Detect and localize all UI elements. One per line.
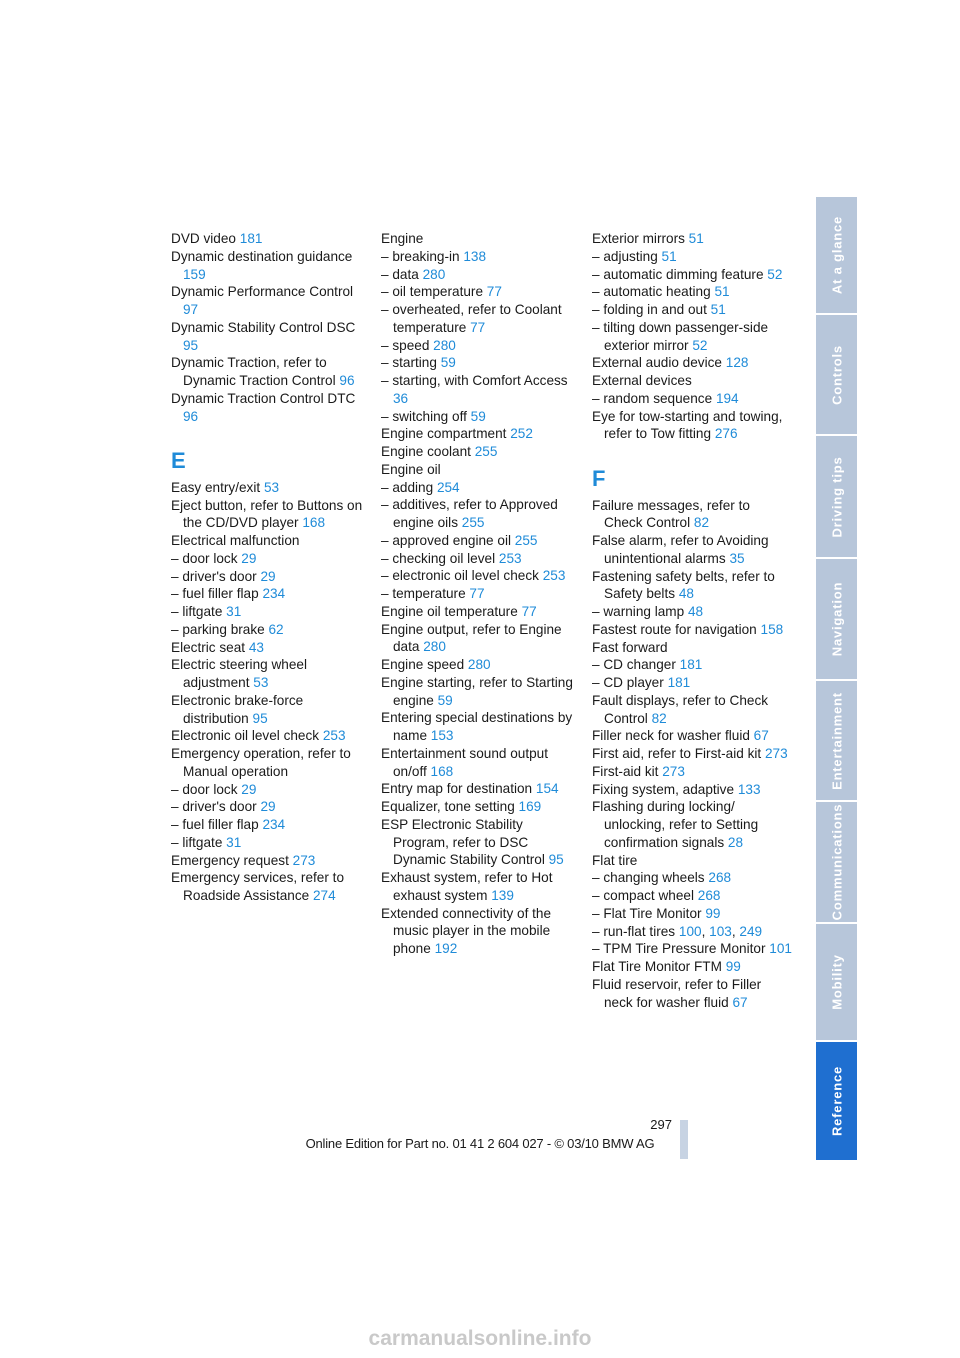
page-link[interactable]: 255 bbox=[514, 532, 538, 548]
index-entry bbox=[592, 319, 792, 355]
index-term: – fuel filler flap bbox=[171, 586, 263, 602]
index-term: – driver's door bbox=[171, 568, 261, 584]
index-entry bbox=[171, 852, 371, 870]
index-term: Filler neck for washer fluid bbox=[592, 728, 754, 744]
section-letter: E bbox=[171, 448, 186, 474]
index-term: Electric steering wheel adjustment bbox=[171, 657, 307, 690]
index-entry bbox=[171, 834, 371, 852]
tab-label: Communications bbox=[829, 803, 844, 921]
page-link[interactable]: 252 bbox=[510, 426, 533, 442]
page-link[interactable]: 158 bbox=[760, 621, 784, 637]
index-entry bbox=[381, 283, 581, 301]
page-link[interactable]: 159 bbox=[183, 266, 206, 282]
page-link[interactable]: 273 bbox=[292, 852, 316, 868]
index-entry bbox=[381, 408, 581, 426]
index-term: External devices bbox=[592, 373, 692, 388]
index-entry bbox=[381, 425, 581, 443]
page-link[interactable]: 99 bbox=[725, 959, 741, 974]
index-term: Entry map for destination bbox=[381, 781, 536, 797]
index-entry bbox=[381, 603, 581, 621]
tab-driving-tips[interactable] bbox=[816, 436, 857, 559]
index-term: Emergency request bbox=[171, 852, 293, 868]
index-term: – CD player bbox=[592, 675, 668, 690]
index-entry bbox=[381, 567, 581, 585]
index-column-2 bbox=[381, 230, 581, 958]
page-link[interactable]: 95 bbox=[548, 852, 564, 868]
index-term: – breaking-in bbox=[381, 248, 464, 264]
index-term: – liftgate bbox=[171, 834, 227, 850]
index-entry bbox=[381, 496, 581, 532]
index-entry bbox=[592, 497, 792, 533]
index-entry bbox=[381, 354, 581, 372]
index-entry bbox=[171, 798, 371, 816]
index-entry bbox=[381, 709, 581, 745]
page-link[interactable]: 234 bbox=[262, 586, 286, 602]
page-separator: , bbox=[701, 923, 710, 939]
page-link[interactable]: 169 bbox=[518, 799, 542, 814]
index-term: – liftgate bbox=[171, 604, 227, 619]
footer-edition-note: Online Edition for Part no. 01 41 2 604 027 - © 03/10 BMW AG bbox=[305, 1136, 655, 1151]
index-term: Emergency operation, refer to Manual operation bbox=[171, 746, 351, 779]
index-term: Fault displays, refer to Check Control bbox=[592, 692, 769, 726]
page-link[interactable]: 101 bbox=[769, 941, 792, 957]
index-term: False alarm, refer to Avoiding unintentional alarms bbox=[592, 533, 769, 566]
page-link[interactable]: 280 bbox=[423, 639, 446, 655]
page-link[interactable]: 77 bbox=[486, 284, 502, 300]
index-term: Easy entry/exit bbox=[171, 479, 264, 495]
index-entry bbox=[592, 727, 792, 745]
page-link[interactable]: 48 bbox=[678, 586, 694, 602]
index-term: – tilting down passenger-side exterior mirror bbox=[592, 319, 769, 353]
index-term: DVD video bbox=[171, 231, 240, 246]
index-entry bbox=[171, 479, 371, 497]
watermark: carmanualsonline.info bbox=[368, 1327, 592, 1350]
page-link[interactable]: 51 bbox=[714, 284, 730, 300]
page-link[interactable]: 52 bbox=[767, 266, 783, 282]
page-link[interactable]: 35 bbox=[729, 550, 745, 566]
index-term: Emergency services, refer to Roadside Assistance bbox=[171, 870, 345, 903]
index-term: – starting, with Comfort Access bbox=[381, 373, 568, 388]
page-link[interactable]: 168 bbox=[430, 763, 454, 779]
tab-at-a-glance[interactable] bbox=[816, 197, 857, 315]
index-entry bbox=[381, 905, 581, 958]
index-term: – driver's door bbox=[171, 799, 261, 815]
page-link[interactable]: 253 bbox=[542, 568, 566, 584]
index-term: – oil temperature bbox=[381, 284, 487, 300]
page-link[interactable]: 67 bbox=[753, 728, 769, 744]
tab-mobility[interactable] bbox=[816, 924, 857, 1042]
page-link[interactable]: 77 bbox=[469, 586, 485, 601]
index-entry bbox=[171, 550, 371, 568]
page-link[interactable]: 29 bbox=[260, 799, 276, 815]
tab-entertainment[interactable] bbox=[816, 681, 857, 802]
index-entry bbox=[592, 958, 792, 976]
page-number: 297 bbox=[650, 1117, 672, 1132]
index-entry bbox=[171, 727, 371, 745]
index-entry bbox=[592, 976, 792, 1012]
index-entry bbox=[381, 674, 581, 710]
index-term: – warning lamp bbox=[592, 604, 688, 619]
index-entry bbox=[171, 283, 371, 319]
index-term: Engine speed bbox=[381, 657, 468, 672]
index-entry bbox=[381, 301, 581, 337]
index-entry bbox=[171, 319, 371, 355]
index-entry bbox=[381, 372, 581, 408]
index-entry bbox=[592, 798, 792, 851]
index-entry bbox=[381, 621, 581, 657]
page-link[interactable]: 82 bbox=[651, 710, 667, 726]
chapter-sidebar bbox=[816, 197, 857, 1162]
index-term: Electrical malfunction bbox=[171, 533, 300, 548]
index-entry bbox=[381, 337, 581, 355]
page-link[interactable]: 280 bbox=[422, 266, 446, 282]
index-term: – changing wheels bbox=[592, 870, 709, 886]
index-term: Electric seat bbox=[171, 639, 249, 655]
page-link[interactable]: 43 bbox=[248, 639, 264, 655]
page-link[interactable]: 276 bbox=[714, 426, 738, 442]
index-term: – CD changer bbox=[592, 657, 680, 673]
page-link[interactable]: 168 bbox=[302, 515, 326, 531]
index-entry bbox=[171, 745, 371, 781]
index-term: Exterior mirrors bbox=[592, 231, 689, 246]
page-link[interactable]: 274 bbox=[312, 888, 336, 903]
tab-label: Reference bbox=[829, 1065, 844, 1137]
index-term: Engine oil temperature bbox=[381, 603, 522, 619]
index-entry bbox=[381, 532, 581, 550]
index-term: Electronic oil level check bbox=[171, 728, 323, 744]
index-entry bbox=[381, 550, 581, 568]
index-term: Engine coolant bbox=[381, 444, 475, 459]
index-term: First aid, refer to First-aid kit bbox=[592, 746, 765, 761]
page-link[interactable]: 103 bbox=[709, 923, 732, 939]
index-term: – parking brake bbox=[171, 621, 269, 637]
page-link[interactable]: 29 bbox=[241, 550, 257, 566]
page-link[interactable]: 253 bbox=[322, 728, 346, 744]
index-term: Dynamic Traction Control DTC bbox=[171, 390, 356, 406]
index-term: Entering special destinations by name bbox=[381, 710, 573, 743]
index-entry bbox=[171, 639, 371, 657]
index-entry bbox=[171, 532, 371, 550]
page-link[interactable]: 53 bbox=[253, 675, 269, 690]
index-entry bbox=[171, 621, 371, 639]
index-term: Fast forward bbox=[592, 639, 668, 655]
page-link[interactable]: 280 bbox=[467, 657, 491, 672]
index-term: – adding bbox=[381, 479, 437, 495]
tab-label: Controls bbox=[829, 344, 844, 405]
index-term: – speed bbox=[381, 337, 434, 353]
index-term: Equalizer, tone setting bbox=[381, 799, 519, 814]
index-entry bbox=[381, 656, 581, 674]
page-link[interactable]: 51 bbox=[688, 231, 704, 246]
index-term: – checking oil level bbox=[381, 550, 499, 566]
index-term: – automatic heating bbox=[592, 284, 715, 300]
page-link[interactable]: 29 bbox=[260, 568, 276, 584]
page-link[interactable]: 273 bbox=[764, 746, 788, 761]
page-separator: , bbox=[731, 923, 740, 939]
tab-controls[interactable] bbox=[816, 315, 857, 436]
index-entry bbox=[171, 230, 371, 248]
index-term: Extended connectivity of the music player in the mobile phone bbox=[381, 905, 552, 956]
index-entry bbox=[592, 621, 792, 639]
page-link[interactable]: 192 bbox=[434, 941, 458, 956]
index-term: Dynamic Performance Control bbox=[171, 284, 354, 300]
index-term: – fuel filler flap bbox=[171, 817, 263, 832]
page-link[interactable]: 153 bbox=[430, 728, 454, 743]
index-entry bbox=[592, 283, 792, 301]
page-link[interactable]: 51 bbox=[710, 302, 726, 317]
page-link[interactable]: 95 bbox=[252, 710, 268, 726]
tab-label: Entertainment bbox=[829, 691, 844, 790]
index-entry bbox=[592, 354, 792, 372]
index-entry bbox=[592, 568, 792, 604]
index-entry bbox=[592, 905, 792, 923]
index-term: – switching off bbox=[381, 408, 471, 424]
index-entry bbox=[381, 585, 581, 603]
page-link[interactable]: 62 bbox=[268, 621, 284, 637]
index-term: Flat Tire Monitor FTM bbox=[592, 959, 726, 974]
index-entry bbox=[592, 674, 792, 692]
index-term: – starting bbox=[381, 355, 441, 371]
index-entry bbox=[592, 692, 792, 728]
page-link[interactable]: 253 bbox=[498, 550, 522, 566]
page-link[interactable]: 99 bbox=[705, 905, 721, 921]
page-link[interactable]: 96 bbox=[339, 373, 355, 388]
page-link[interactable]: 48 bbox=[687, 604, 704, 619]
index-entry bbox=[171, 692, 371, 728]
tab-label: Mobility bbox=[829, 954, 844, 1010]
page-link[interactable]: 36 bbox=[393, 390, 409, 406]
page-link[interactable]: 53 bbox=[263, 479, 280, 495]
page-link[interactable]: 249 bbox=[739, 923, 763, 939]
page-link[interactable]: 138 bbox=[463, 248, 487, 264]
tab-label: Navigation bbox=[829, 581, 844, 657]
index-term: – adjusting bbox=[592, 248, 662, 264]
index-term: – temperature bbox=[381, 586, 470, 601]
index-term: – approved engine oil bbox=[381, 532, 515, 548]
index-term: Fixing system, adaptive bbox=[592, 781, 738, 797]
page-link[interactable]: 31 bbox=[226, 604, 242, 619]
index-entry bbox=[171, 781, 371, 799]
index-term: – folding in and out bbox=[592, 302, 711, 317]
index-term: – automatic dimming feature bbox=[592, 266, 768, 282]
index-term: – door lock bbox=[171, 781, 242, 797]
page-link[interactable]: 273 bbox=[662, 763, 685, 779]
index-term: Engine output, refer to Engine data bbox=[381, 621, 562, 655]
index-entry bbox=[381, 248, 581, 266]
index-term: Eye for tow-starting and towing, refer to Tow fitting bbox=[592, 408, 783, 442]
page-link[interactable]: 52 bbox=[692, 337, 708, 353]
index-term: Failure messages, refer to Check Control bbox=[592, 497, 750, 531]
index-entry bbox=[381, 780, 581, 798]
index-entry bbox=[592, 887, 792, 905]
index-term: – door lock bbox=[171, 550, 242, 566]
tab-label: Driving tips bbox=[829, 455, 844, 538]
index-entry bbox=[592, 301, 792, 319]
section-letter: F bbox=[592, 466, 606, 491]
index-entry bbox=[592, 230, 792, 248]
index-entry bbox=[381, 869, 581, 905]
page-link[interactable]: 268 bbox=[708, 870, 732, 886]
index-entry bbox=[592, 869, 792, 887]
page-link[interactable]: 28 bbox=[727, 834, 744, 850]
index-term: Exhaust system, refer to Hot exhaust system bbox=[381, 870, 553, 903]
page-link[interactable]: 139 bbox=[491, 887, 514, 903]
index-term: ESP Electronic Stability Program, refer to DSC Dynamic Stability Control bbox=[381, 816, 549, 868]
index-entry bbox=[592, 940, 792, 958]
page-link[interactable]: 234 bbox=[262, 817, 286, 832]
index-term: – run-flat tires bbox=[592, 923, 679, 939]
index-entry bbox=[592, 852, 792, 870]
page-link[interactable]: 280 bbox=[433, 337, 456, 353]
index-term: Flashing during locking/ unlocking, refer to Setting confirmation signals bbox=[592, 799, 759, 850]
page-link[interactable]: 181 bbox=[679, 657, 703, 673]
page-link[interactable]: 77 bbox=[470, 319, 486, 335]
index-term: Fluid reservoir, refer to Filler neck for washer fluid bbox=[592, 976, 762, 1010]
index-term: – overheated, refer to Coolant temperature bbox=[381, 302, 562, 335]
index-entry bbox=[592, 390, 792, 408]
index-term: Engine oil bbox=[381, 461, 441, 477]
page-link[interactable]: 67 bbox=[732, 994, 748, 1010]
page-link[interactable]: 96 bbox=[183, 408, 199, 424]
index-entry bbox=[381, 816, 581, 869]
index-term: – additives, refer to Approved engine oils bbox=[381, 497, 558, 530]
page-link[interactable]: 154 bbox=[535, 781, 559, 797]
index-term: Electronic brake-force distribution bbox=[171, 692, 304, 726]
index-term: – data bbox=[381, 266, 423, 282]
page-link[interactable]: 181 bbox=[667, 675, 691, 690]
index-term: Fastening safety belts, refer to Safety belts bbox=[592, 568, 775, 602]
index-entry bbox=[171, 816, 371, 834]
index-term: Flat tire bbox=[592, 852, 638, 868]
index-entry bbox=[592, 639, 792, 657]
index-entry bbox=[592, 603, 792, 621]
index-entry bbox=[381, 461, 581, 479]
index-entry bbox=[171, 603, 371, 621]
index-column-1 bbox=[171, 230, 371, 905]
index-entry bbox=[592, 372, 792, 390]
index-column-3 bbox=[592, 230, 792, 1011]
index-entry bbox=[592, 532, 792, 568]
page-link[interactable]: 255 bbox=[474, 444, 498, 459]
index-entry bbox=[171, 869, 371, 905]
index-term: – Flat Tire Monitor bbox=[592, 905, 706, 921]
page-link[interactable]: 268 bbox=[697, 888, 721, 903]
index-term: External audio device bbox=[592, 355, 726, 371]
page-link[interactable]: 181 bbox=[239, 231, 263, 246]
page-link[interactable]: 59 bbox=[470, 408, 486, 424]
index-entry bbox=[381, 443, 581, 461]
page-link[interactable]: 59 bbox=[440, 355, 456, 371]
index-entry bbox=[171, 585, 371, 603]
index-term: – random sequence bbox=[592, 390, 716, 406]
page-link[interactable]: 59 bbox=[437, 692, 453, 708]
tab-label: At a glance bbox=[829, 215, 844, 295]
index-term: Entertainment sound output on/off bbox=[381, 745, 549, 779]
index-term: – electronic oil level check bbox=[381, 568, 543, 584]
page-link[interactable]: 128 bbox=[725, 355, 749, 371]
index-term: Dynamic destination guidance bbox=[171, 248, 353, 264]
page-link[interactable]: 82 bbox=[693, 515, 710, 531]
page-link[interactable]: 77 bbox=[521, 603, 537, 619]
page-link[interactable]: 255 bbox=[461, 515, 485, 530]
index-entry bbox=[171, 390, 371, 426]
index-term: Engine compartment bbox=[381, 426, 511, 442]
index-entry bbox=[381, 230, 581, 248]
index-term: Dynamic Stability Control DSC bbox=[171, 319, 356, 335]
index-term: Dynamic Traction, refer to Dynamic Traction Control bbox=[171, 355, 340, 388]
page-link[interactable]: 29 bbox=[241, 781, 257, 797]
index-entry bbox=[592, 745, 792, 763]
index-term: Engine starting, refer to Starting engine bbox=[381, 674, 573, 708]
page-link[interactable]: 95 bbox=[183, 337, 199, 353]
index-entry bbox=[381, 798, 581, 816]
page-link[interactable]: 97 bbox=[183, 302, 199, 317]
page-link[interactable]: 254 bbox=[436, 479, 460, 495]
index-entry bbox=[171, 354, 371, 390]
page-link[interactable]: 133 bbox=[737, 781, 761, 797]
index-term: Eject button, refer to Buttons on the CD/DVD player bbox=[171, 497, 363, 531]
index-entry bbox=[171, 497, 371, 533]
index-term: – TPM Tire Pressure Monitor bbox=[592, 941, 770, 957]
index-term: – compact wheel bbox=[592, 888, 698, 903]
index-entry bbox=[592, 266, 792, 284]
index-entry bbox=[592, 781, 792, 799]
index-entry bbox=[592, 923, 792, 941]
index-entry bbox=[171, 248, 371, 284]
index-entry bbox=[171, 568, 371, 586]
index-term: First-aid kit bbox=[592, 763, 663, 779]
page-link[interactable]: 51 bbox=[661, 248, 677, 264]
tab-navigation[interactable] bbox=[816, 559, 857, 681]
index-entry bbox=[592, 763, 792, 781]
index-entry bbox=[381, 745, 581, 781]
page-link[interactable]: 100 bbox=[678, 923, 702, 939]
page-link[interactable]: 31 bbox=[226, 834, 242, 850]
index-entry bbox=[592, 408, 792, 444]
index-term: Engine bbox=[381, 231, 424, 246]
index-entry bbox=[381, 479, 581, 497]
index-entry bbox=[592, 656, 792, 674]
page-link[interactable]: 194 bbox=[715, 390, 739, 406]
index-entry bbox=[592, 248, 792, 266]
index-entry bbox=[381, 266, 581, 284]
index-term: Fastest route for navigation bbox=[592, 621, 761, 637]
tab-communications[interactable] bbox=[816, 802, 857, 924]
index-entry bbox=[171, 656, 371, 692]
